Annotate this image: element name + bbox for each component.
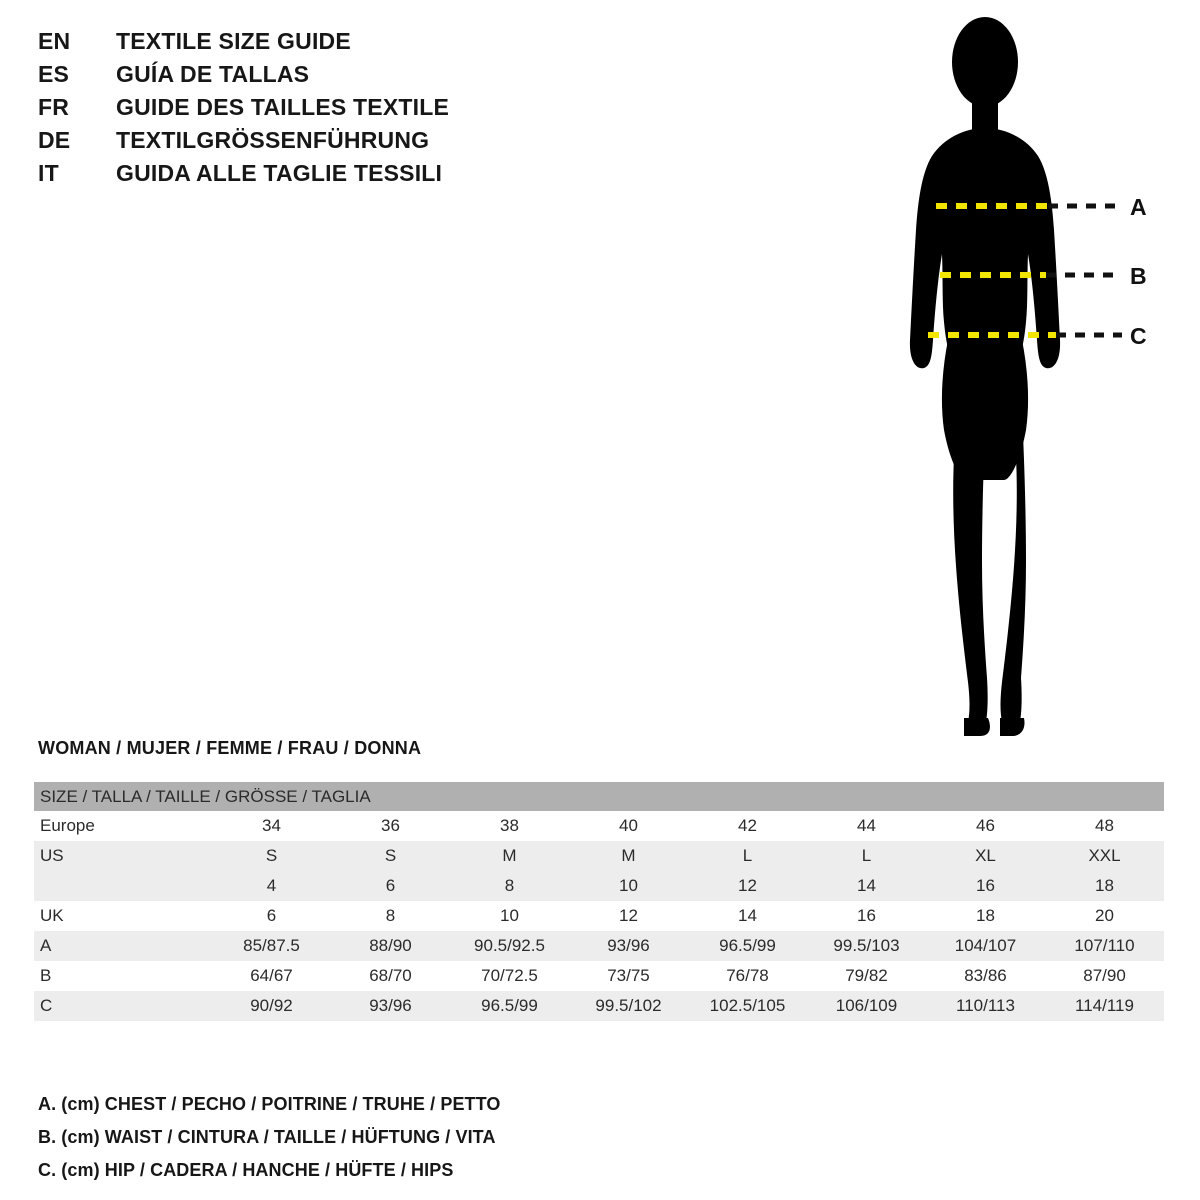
cell: 18 <box>926 901 1045 931</box>
legend-line-c: C. (cm) HIP / CADERA / HANCHE / HÜFTE / HIPS <box>38 1160 454 1180</box>
table-row <box>34 871 1164 901</box>
cell: 12 <box>688 871 807 901</box>
legend-line-a: A. (cm) CHEST / PECHO / POITRINE / TRUHE / PETTO <box>38 1094 501 1114</box>
title-lang-code: IT <box>38 160 59 186</box>
section-heading-woman: WOMAN / MUJER / FEMME / FRAU / DONNA <box>38 738 422 758</box>
title-text: GUÍA DE TALLAS <box>116 61 310 87</box>
cell: 104/107 <box>926 931 1045 961</box>
row-label: US <box>34 841 212 871</box>
cell: XXL <box>1045 841 1164 871</box>
cell: 48 <box>1045 811 1164 841</box>
cell: 114/119 <box>1045 991 1164 1021</box>
cell: 88/90 <box>331 931 450 961</box>
title-lang-code: EN <box>38 28 71 54</box>
cell: 18 <box>1045 871 1164 901</box>
cell: 102.5/105 <box>688 991 807 1021</box>
table-row <box>34 841 1164 871</box>
cell: 64/67 <box>212 961 331 991</box>
cell: 85/87.5 <box>212 931 331 961</box>
size-table-wrapper <box>34 782 1164 1021</box>
cell: 68/70 <box>331 961 450 991</box>
cell: M <box>569 841 688 871</box>
cell: 90/92 <box>212 991 331 1021</box>
cell: XL <box>926 841 1045 871</box>
cell: 8 <box>331 901 450 931</box>
size-table <box>34 782 1164 1021</box>
cell: 10 <box>450 901 569 931</box>
row-label <box>34 871 212 901</box>
cell: S <box>331 841 450 871</box>
cell: 96.5/99 <box>688 931 807 961</box>
cell: L <box>688 841 807 871</box>
cell: 6 <box>331 871 450 901</box>
title-row <box>38 94 658 127</box>
title-text: TEXTILE SIZE GUIDE <box>116 28 351 54</box>
legend-block <box>38 1088 838 1187</box>
cell: 99.5/102 <box>569 991 688 1021</box>
callout-letter-c: C <box>1130 323 1147 349</box>
cell: M <box>450 841 569 871</box>
cell: 73/75 <box>569 961 688 991</box>
table-row <box>34 901 1164 931</box>
row-label: C <box>34 991 212 1021</box>
cell: 83/86 <box>926 961 1045 991</box>
cell: 93/96 <box>569 931 688 961</box>
table-row <box>34 961 1164 991</box>
cell: 44 <box>807 811 926 841</box>
cell: 12 <box>569 901 688 931</box>
cell: 107/110 <box>1045 931 1164 961</box>
cell: 93/96 <box>331 991 450 1021</box>
legend-line-b: B. (cm) WAIST / CINTURA / TAILLE / HÜFTUNG / VITA <box>38 1127 496 1147</box>
cell: 87/90 <box>1045 961 1164 991</box>
silhouette-icon <box>910 17 1060 736</box>
cell: 14 <box>807 871 926 901</box>
cell: 36 <box>331 811 450 841</box>
cell: 34 <box>212 811 331 841</box>
cell: 96.5/99 <box>450 991 569 1021</box>
row-label: A <box>34 931 212 961</box>
cell: 8 <box>450 871 569 901</box>
cell: 106/109 <box>807 991 926 1021</box>
cell: 14 <box>688 901 807 931</box>
title-row <box>38 160 658 193</box>
cell: 79/82 <box>807 961 926 991</box>
title-row <box>38 61 658 94</box>
cell: 70/72.5 <box>450 961 569 991</box>
cell: 40 <box>569 811 688 841</box>
cell: 76/78 <box>688 961 807 991</box>
cell: 4 <box>212 871 331 901</box>
row-label: B <box>34 961 212 991</box>
row-label: Europe <box>34 811 212 841</box>
title-lang-code: DE <box>38 127 71 153</box>
row-label: UK <box>34 901 212 931</box>
cell: 90.5/92.5 <box>450 931 569 961</box>
callout-letter-b: B <box>1130 263 1147 289</box>
cell: 46 <box>926 811 1045 841</box>
cell: 6 <box>212 901 331 931</box>
title-text: TEXTILGRÖSSENFÜHRUNG <box>116 127 430 153</box>
table-header-row <box>34 782 1164 811</box>
cell: 20 <box>1045 901 1164 931</box>
title-lang-code: ES <box>38 61 70 87</box>
title-row <box>38 127 658 160</box>
title-text: GUIDE DES TAILLES TEXTILE <box>116 94 449 120</box>
title-block <box>38 28 658 193</box>
table-row <box>34 931 1164 961</box>
title-text: GUIDA ALLE TAGLIE TESSILI <box>116 160 443 186</box>
title-lang-code: FR <box>38 94 70 120</box>
cell: 110/113 <box>926 991 1045 1021</box>
cell: 42 <box>688 811 807 841</box>
cell: 10 <box>569 871 688 901</box>
table-header-label: SIZE / TALLA / TAILLE / GRÖSSE / TAGLIA <box>34 782 1164 811</box>
cell: 16 <box>807 901 926 931</box>
cell: S <box>212 841 331 871</box>
cell: 38 <box>450 811 569 841</box>
title-row <box>38 28 658 61</box>
callout-letter-a: A <box>1130 194 1147 220</box>
table-row <box>34 811 1164 841</box>
cell: 99.5/103 <box>807 931 926 961</box>
cell: L <box>807 841 926 871</box>
female-silhouette-figure <box>860 10 1190 740</box>
cell: 16 <box>926 871 1045 901</box>
table-row <box>34 991 1164 1021</box>
